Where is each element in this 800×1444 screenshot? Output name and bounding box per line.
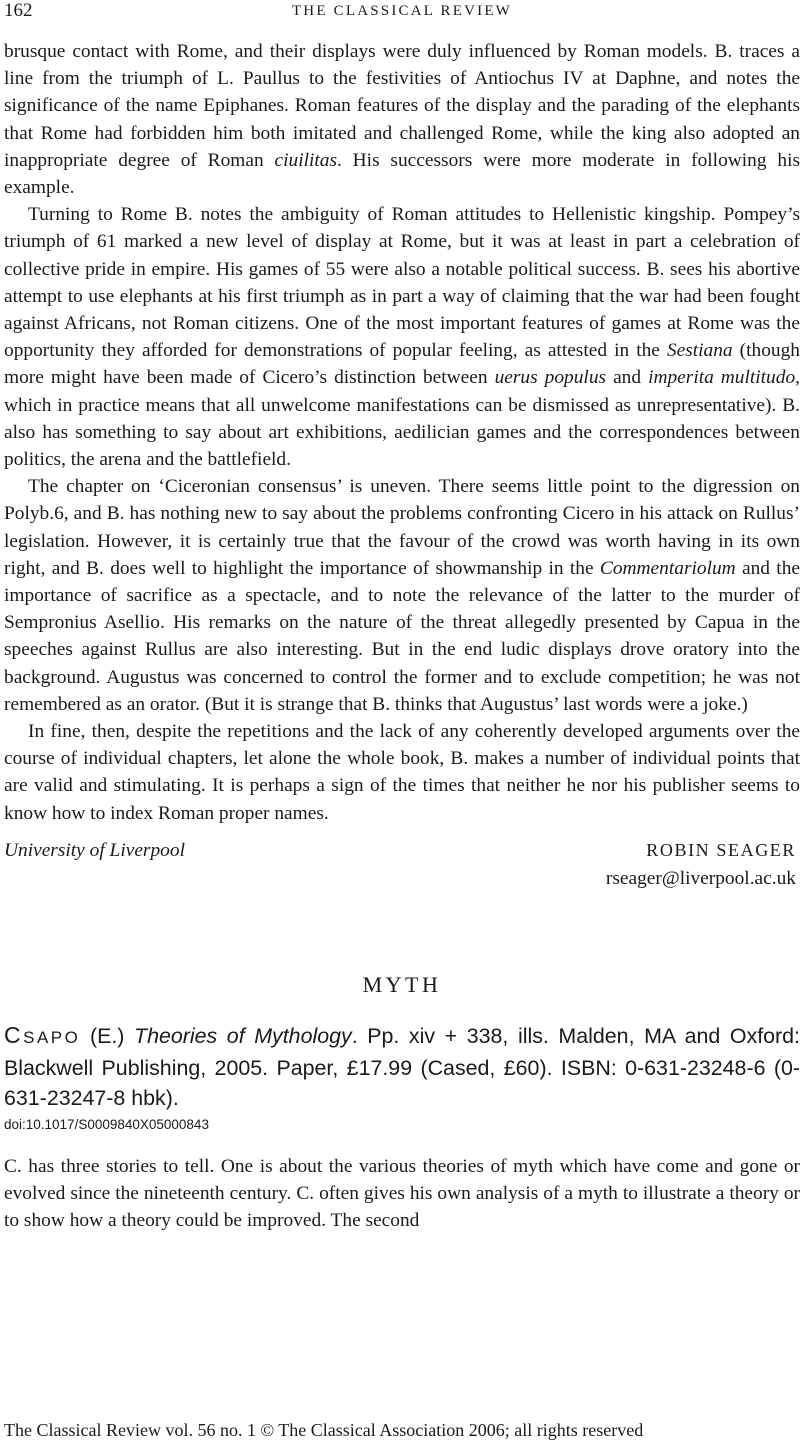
section-heading: MYTH bbox=[362, 971, 442, 997]
author-smallcaps: SAPO bbox=[23, 1027, 81, 1047]
text-run: , which in practice means that all unwelcome manifestations can be dismissed as unrepresentative). B. also has something to say about art exhibitions, aedilician games and the correspondences between politics, the arena and the battlefield. bbox=[4, 367, 800, 471]
italic-term: uerus populus bbox=[494, 367, 607, 389]
italic-term: ciuilitas bbox=[274, 149, 337, 171]
paragraph-2 bbox=[4, 201, 800, 473]
journal-page bbox=[4, 0, 800, 1235]
text-run: (though more might have been made of Cicero’s distinction between bbox=[4, 340, 800, 389]
text-run: The chapter on ‘Ciceronian consensus’ is uneven. There seems little point to the digression on Polyb.6, and B. has nothing new to say about the problems confronting Cicero in his attack on Rullus’ legislation. However, it is certainly true that the favour of the crowd was worth having in its own right, and B. does well to highlight the importance of showmanship in the bbox=[4, 476, 800, 579]
text-run: and the importance of sacrifice as a spectacle, and to note the relevance of the latter to the murder of Sempronius Asellio. His remarks on the nature of the threat allegedly presented by Capua in the speeches against Rullus are also interesting. But in the end ludic displays drove oratory into the background. Augustus was concerned to control the former and to exclude competition; he was not remembered as an orator. (But it is strange that B. thinks that Augustus’ last words were a joke.) bbox=[4, 557, 800, 715]
italic-term: Commentariolum bbox=[599, 557, 736, 579]
doi-link[interactable]: doi:10.1017/S0009840X05000843 bbox=[4, 1116, 209, 1132]
text-run: In fine, then, despite the repetitions and the lack of any coherently developed arguments over the course of individual chapters, let alone the whole book, B. makes a number of individual points that are valid and stimulating. It is perhaps a sign of the times that neither he nor his publisher seems to know how to index Roman proper names. bbox=[4, 721, 800, 824]
book-title: Theories of Mythology bbox=[134, 1023, 352, 1048]
running-head bbox=[4, 0, 800, 24]
reviewer-name: ROBIN SEAGER bbox=[646, 839, 796, 860]
page-number: 162 bbox=[4, 0, 33, 21]
text-run: and bbox=[606, 367, 649, 389]
review-opening-paragraph: C. has three stories to tell. One is about the various theories of myth which have come and gone or evolved since the nineteenth century. C. often gives his own analysis of a myth to illustrate a theory or to show how a theory could be improved. The second bbox=[4, 1155, 800, 1232]
reviewer-affiliation: University of Liverpool bbox=[4, 839, 185, 861]
italic-term: Sestiana bbox=[666, 340, 733, 362]
text-run: Turning to Rome B. notes the ambiguity of Roman attitudes to Hellenistic kingship. Pompey’s triumph of 61 marked a new level of display at Rome, but it was at least in part a celebration of collective pride in empire. His games of 55 were also a notable political success. B. sees his abortive attempt to use elephants at his first triumph as in part a way of claiming that the war had been fought against Africans, not Roman citizens. One of the most important features of games at Rome was the opportunity they afforded for demonstrations of popular feeling, as attested in the bbox=[4, 204, 800, 362]
text-run: . His successors were more moderate in following his example. bbox=[4, 149, 800, 199]
copyright-footer: The Classical Review vol. 56 no. 1 © The Classical Association 2006; all rights reserved bbox=[4, 1420, 644, 1440]
review-body bbox=[4, 1153, 800, 1235]
author-initials: (E.) bbox=[80, 1023, 134, 1048]
paragraph-1 bbox=[4, 38, 800, 201]
paragraph-4 bbox=[4, 718, 800, 827]
book-author bbox=[4, 1021, 81, 1048]
review-continuation bbox=[4, 38, 800, 827]
paragraph-3 bbox=[4, 473, 800, 718]
author-initial-cap: C bbox=[4, 1021, 24, 1048]
signature-row bbox=[4, 840, 800, 868]
book-citation bbox=[4, 1020, 800, 1113]
italic-term: imperita multitudo bbox=[648, 367, 796, 389]
book-details: . Pp. xiv + 338, ills. Malden, MA and Oxford: Blackwell Publishing, 2005. Paper, £17.99 (Cased, £60). ISBN: 0-631-23248-6 (0-631-23247-8 hbk). bbox=[4, 1023, 800, 1110]
reviewer-email[interactable]: rseager@liverpool.ac.uk bbox=[605, 867, 796, 889]
journal-title: THE CLASSICAL REVIEW bbox=[291, 3, 513, 19]
text-run: brusque contact with Rome, and their displays were duly influenced by Roman models. B. traces a line from the triumph of L. Paullus to the festivities of Antiochus IV at Daphne, and notes the significance of the name Epiphanes. Roman features of the display and the parading of the elephants that Rome had forbidden him both imitated and challenged Rome, while the king also adopted an inappropriate degree of Roman bbox=[4, 41, 800, 171]
